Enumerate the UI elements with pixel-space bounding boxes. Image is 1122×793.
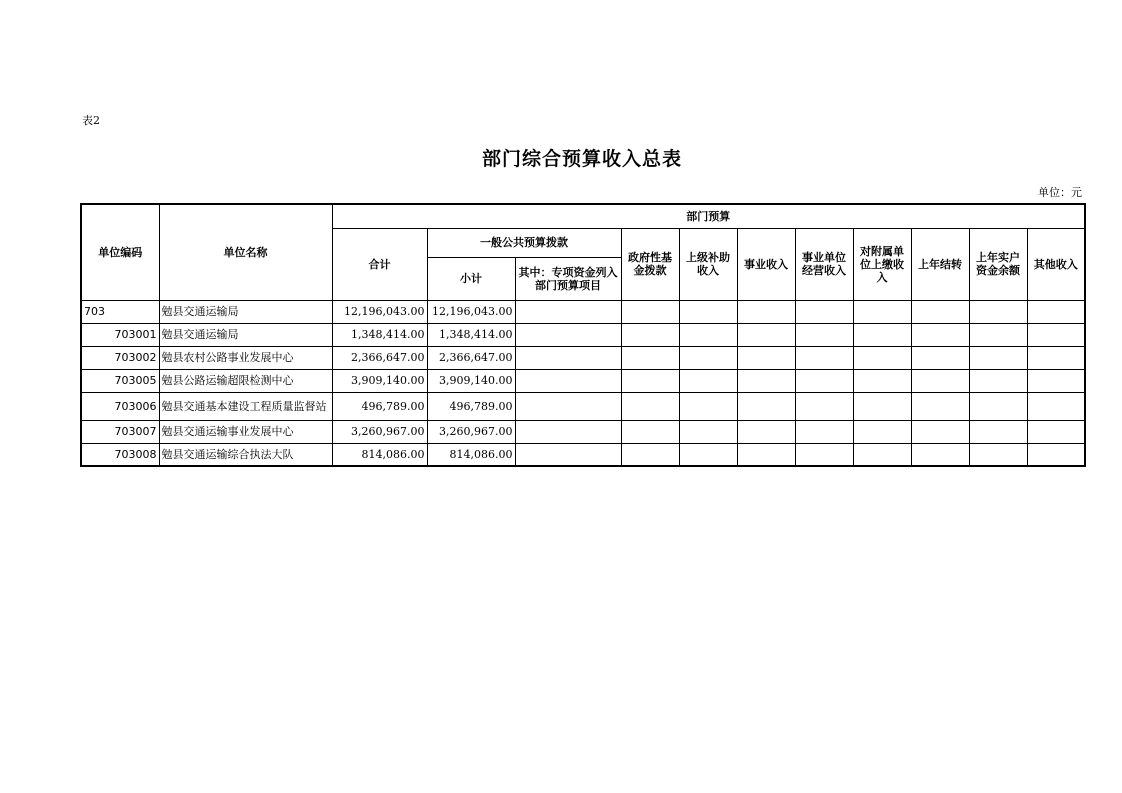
cell-subtotal: 3,909,140.00	[427, 369, 515, 392]
cell-subtotal: 12,196,043.00	[427, 300, 515, 323]
cell-empty	[679, 369, 737, 392]
cell-empty	[621, 369, 679, 392]
header-gov-fund: 政府性基金拨款	[621, 228, 679, 300]
cell-empty	[515, 392, 621, 420]
header-affiliated-payment: 对附属单位上缴收入	[853, 228, 911, 300]
header-general-public: 一般公共预算拨款	[427, 228, 621, 257]
cell-empty	[1027, 346, 1085, 369]
cell-empty	[679, 420, 737, 443]
cell-empty	[795, 323, 853, 346]
cell-empty	[621, 443, 679, 466]
cell-empty	[969, 346, 1027, 369]
cell-empty	[737, 392, 795, 420]
budget-income-table	[80, 203, 1086, 467]
cell-empty	[1027, 392, 1085, 420]
cell-unit-code: 703005	[81, 369, 159, 392]
cell-empty	[679, 323, 737, 346]
cell-empty	[969, 369, 1027, 392]
cell-empty	[679, 392, 737, 420]
header-business-income: 事业收入	[737, 228, 795, 300]
cell-empty	[679, 300, 737, 323]
cell-total: 1,348,414.00	[332, 323, 427, 346]
cell-unit-code: 703006	[81, 392, 159, 420]
cell-total: 3,260,967.00	[332, 420, 427, 443]
cell-empty	[911, 369, 969, 392]
cell-total: 2,366,647.00	[332, 346, 427, 369]
cell-empty	[1027, 369, 1085, 392]
table-row	[81, 346, 1085, 369]
cell-subtotal: 814,086.00	[427, 443, 515, 466]
cell-empty	[621, 346, 679, 369]
cell-empty	[1027, 300, 1085, 323]
cell-empty	[911, 323, 969, 346]
cell-empty	[911, 392, 969, 420]
header-prior-balance: 上年实户资金余额	[969, 228, 1027, 300]
cell-empty	[1027, 323, 1085, 346]
cell-unit-code: 703007	[81, 420, 159, 443]
cell-empty	[515, 323, 621, 346]
page-title: 部门综合预算收入总表	[481, 148, 682, 170]
cell-empty	[621, 300, 679, 323]
cell-empty	[911, 300, 969, 323]
cell-empty	[795, 392, 853, 420]
cell-subtotal: 1,348,414.00	[427, 323, 515, 346]
cell-unit-code: 703008	[81, 443, 159, 466]
table-row	[81, 323, 1085, 346]
header-unit-code: 单位编码	[81, 204, 159, 300]
cell-empty	[515, 369, 621, 392]
cell-empty	[853, 323, 911, 346]
cell-total: 3,909,140.00	[332, 369, 427, 392]
cell-empty	[969, 392, 1027, 420]
cell-subtotal: 2,366,647.00	[427, 346, 515, 369]
table-row	[81, 420, 1085, 443]
cell-total: 12,196,043.00	[332, 300, 427, 323]
table-label: 表2	[82, 114, 100, 127]
header-other-income: 其他收入	[1027, 228, 1085, 300]
header-unit-name: 单位名称	[159, 204, 332, 300]
cell-unit-code: 703001	[81, 323, 159, 346]
table-row	[81, 369, 1085, 392]
cell-empty	[969, 300, 1027, 323]
cell-empty	[737, 420, 795, 443]
cell-empty	[795, 443, 853, 466]
cell-empty	[679, 346, 737, 369]
cell-empty	[795, 420, 853, 443]
cell-empty	[737, 443, 795, 466]
cell-empty	[737, 346, 795, 369]
cell-unit-name: 勉县交通基本建设工程质量监督站	[159, 392, 332, 420]
cell-empty	[679, 443, 737, 466]
cell-empty	[795, 369, 853, 392]
cell-empty	[621, 392, 679, 420]
cell-empty	[795, 346, 853, 369]
cell-empty	[911, 346, 969, 369]
cell-empty	[1027, 443, 1085, 466]
unit-label: 单位：元	[1038, 186, 1082, 199]
cell-empty	[515, 346, 621, 369]
cell-subtotal: 3,260,967.00	[427, 420, 515, 443]
cell-empty	[621, 420, 679, 443]
cell-empty	[515, 443, 621, 466]
cell-empty	[853, 443, 911, 466]
header-superior-subsidy: 上级补助收入	[679, 228, 737, 300]
cell-unit-name: 勉县农村公路事业发展中心	[159, 346, 332, 369]
cell-empty	[853, 300, 911, 323]
cell-empty	[969, 420, 1027, 443]
cell-unit-name: 勉县公路运输超限检测中心	[159, 369, 332, 392]
cell-unit-name: 勉县交通运输局	[159, 300, 332, 323]
header-business-operating: 事业单位经营收入	[795, 228, 853, 300]
cell-total: 496,789.00	[332, 392, 427, 420]
cell-empty	[515, 420, 621, 443]
cell-unit-name: 勉县交通运输局	[159, 323, 332, 346]
header-prior-carryover: 上年结转	[911, 228, 969, 300]
table-row	[81, 300, 1085, 323]
cell-empty	[515, 300, 621, 323]
cell-empty	[737, 369, 795, 392]
cell-subtotal: 496,789.00	[427, 392, 515, 420]
cell-empty	[911, 420, 969, 443]
cell-empty	[969, 443, 1027, 466]
header-subtotal: 小计	[427, 257, 515, 300]
table-row	[81, 392, 1085, 420]
cell-total: 814,086.00	[332, 443, 427, 466]
cell-empty	[737, 323, 795, 346]
cell-unit-name: 勉县交通运输综合执法大队	[159, 443, 332, 466]
cell-empty	[1027, 420, 1085, 443]
cell-empty	[853, 369, 911, 392]
cell-empty	[737, 300, 795, 323]
table-row	[81, 443, 1085, 466]
cell-empty	[911, 443, 969, 466]
cell-unit-code: 703002	[81, 346, 159, 369]
cell-unit-code: 703	[81, 300, 159, 323]
cell-empty	[853, 346, 911, 369]
cell-empty	[853, 420, 911, 443]
cell-empty	[795, 300, 853, 323]
header-special-funds: 其中：专项资金列入部门预算项目	[515, 257, 621, 300]
cell-empty	[621, 323, 679, 346]
cell-empty	[853, 392, 911, 420]
cell-empty	[969, 323, 1027, 346]
cell-unit-name: 勉县交通运输事业发展中心	[159, 420, 332, 443]
header-total: 合计	[332, 228, 427, 300]
header-dept-budget: 部门预算	[332, 204, 1085, 228]
